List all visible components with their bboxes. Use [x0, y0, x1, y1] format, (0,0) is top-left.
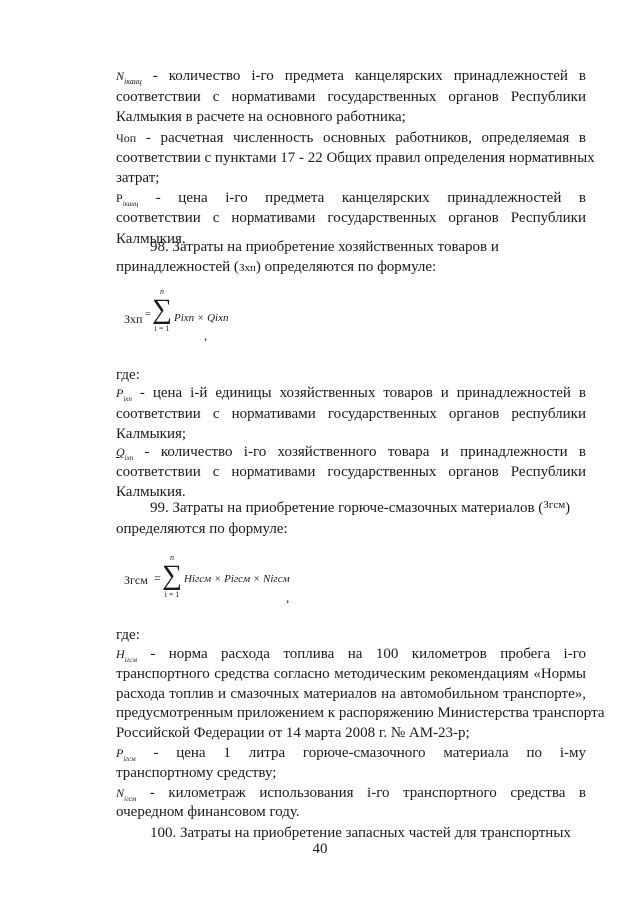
formula-body: Hiгсм × Piгсм × Niгсм [184, 573, 290, 585]
formula-comma: , [204, 328, 208, 343]
line-n-kanc: $N_{iканц}$ - количество i-го предмета канцелярских принадлежностей в [116, 68, 586, 86]
text-line: определяются по формуле: [116, 521, 288, 537]
text-line: транспортного средства согласно методическим рекомендациям «Нормы [116, 666, 586, 682]
text-line: транспортному средству; [116, 765, 277, 781]
text-line: соответствии с нормативами государственных органов Республики [116, 89, 586, 105]
summation [160, 553, 184, 599]
text-line: где: [116, 627, 140, 643]
page-number: 40 [312, 841, 328, 857]
text-line: соответствии с нормативами государственных органов республики [116, 406, 586, 422]
line-h-gsm: $H_{iгсм}$ - норма расхода топлива на 100 километров пробега i-го [116, 646, 586, 664]
text-line: соответствии с нормативами государственных органов Республики [116, 210, 586, 226]
sigma-icon: ∑ [152, 294, 172, 325]
sum-upper: n [160, 287, 164, 296]
text-line: расхода топлив и смазочных материалов на автомобильном транспорте», [116, 686, 586, 702]
formula-eq: = [154, 571, 161, 585]
paragraph-98-start: 98. Затраты на приобретение хозяйственных товаров и [150, 239, 499, 255]
text-line: соответствии с нормативами государственных органов Республики [116, 464, 586, 480]
line-p-ixn: $P_{ixn}$ - цена i-й единицы хозяйственных товаров и принадлежностей в [116, 385, 586, 403]
text-line: предусмотренным приложением к распоряжению Министерства транспорта [116, 705, 605, 721]
text-line: очередном финансовом году. [116, 804, 300, 820]
line-ch-op: Чоп - расчетная численность основных работников, определяемая в [116, 130, 586, 146]
line-n-gsm: $N_{iгсм}$ - километраж использования i-го транспортного средства в [116, 785, 586, 803]
line-p-gsm: $P_{iгсм}$ - цена 1 литра горюче-смазочного материала по i-му [116, 745, 586, 763]
formula-comma: , [286, 590, 290, 605]
sum-lower: i = 1 [164, 590, 180, 599]
sum-lower: i = 1 [154, 324, 170, 333]
text-line: Калмыкия. [116, 231, 186, 247]
line-formula-intro: принадлежностей (Зхп) определяются по формуле: [116, 259, 437, 275]
formula-lhs: Зхп [124, 312, 143, 326]
paragraph-99-start: 99. Затраты на приобретение горюче-смазочных материалов ($^{Згсм}$) [150, 499, 571, 516]
line-q-ixn: $Q_{ixn}$ - количество i-го хозяйственного товара и принадлежности в [116, 444, 586, 462]
sum-upper: n [170, 553, 174, 562]
formula-lhs: Згсм [124, 573, 148, 587]
formula-body: Pixn × Qixn [174, 312, 229, 324]
line-p-kanc: $P_{iканц}$ - цена i-го предмета канцелярских принадлежностей в [116, 190, 586, 208]
text-line: затрат; [116, 170, 160, 186]
text-line: Калмыкия; [116, 426, 187, 442]
summation [150, 287, 174, 333]
sigma-icon: ∑ [162, 560, 182, 591]
text-line: соответствии с пунктами 17 - 22 Общих правил определения нормативных [116, 150, 595, 166]
text-line: где: [116, 367, 140, 383]
paragraph-100-start: 100. Затраты на приобретение запасных частей для транспортных [150, 825, 571, 841]
formula-eq: = [145, 309, 151, 320]
text-line: Калмыкия. [116, 484, 186, 500]
text-line: Российской Федерации от 14 марта 2008 г. № АМ-23-р; [116, 725, 470, 741]
text-line: Калмыкия в расчете на основного работника; [116, 109, 406, 125]
